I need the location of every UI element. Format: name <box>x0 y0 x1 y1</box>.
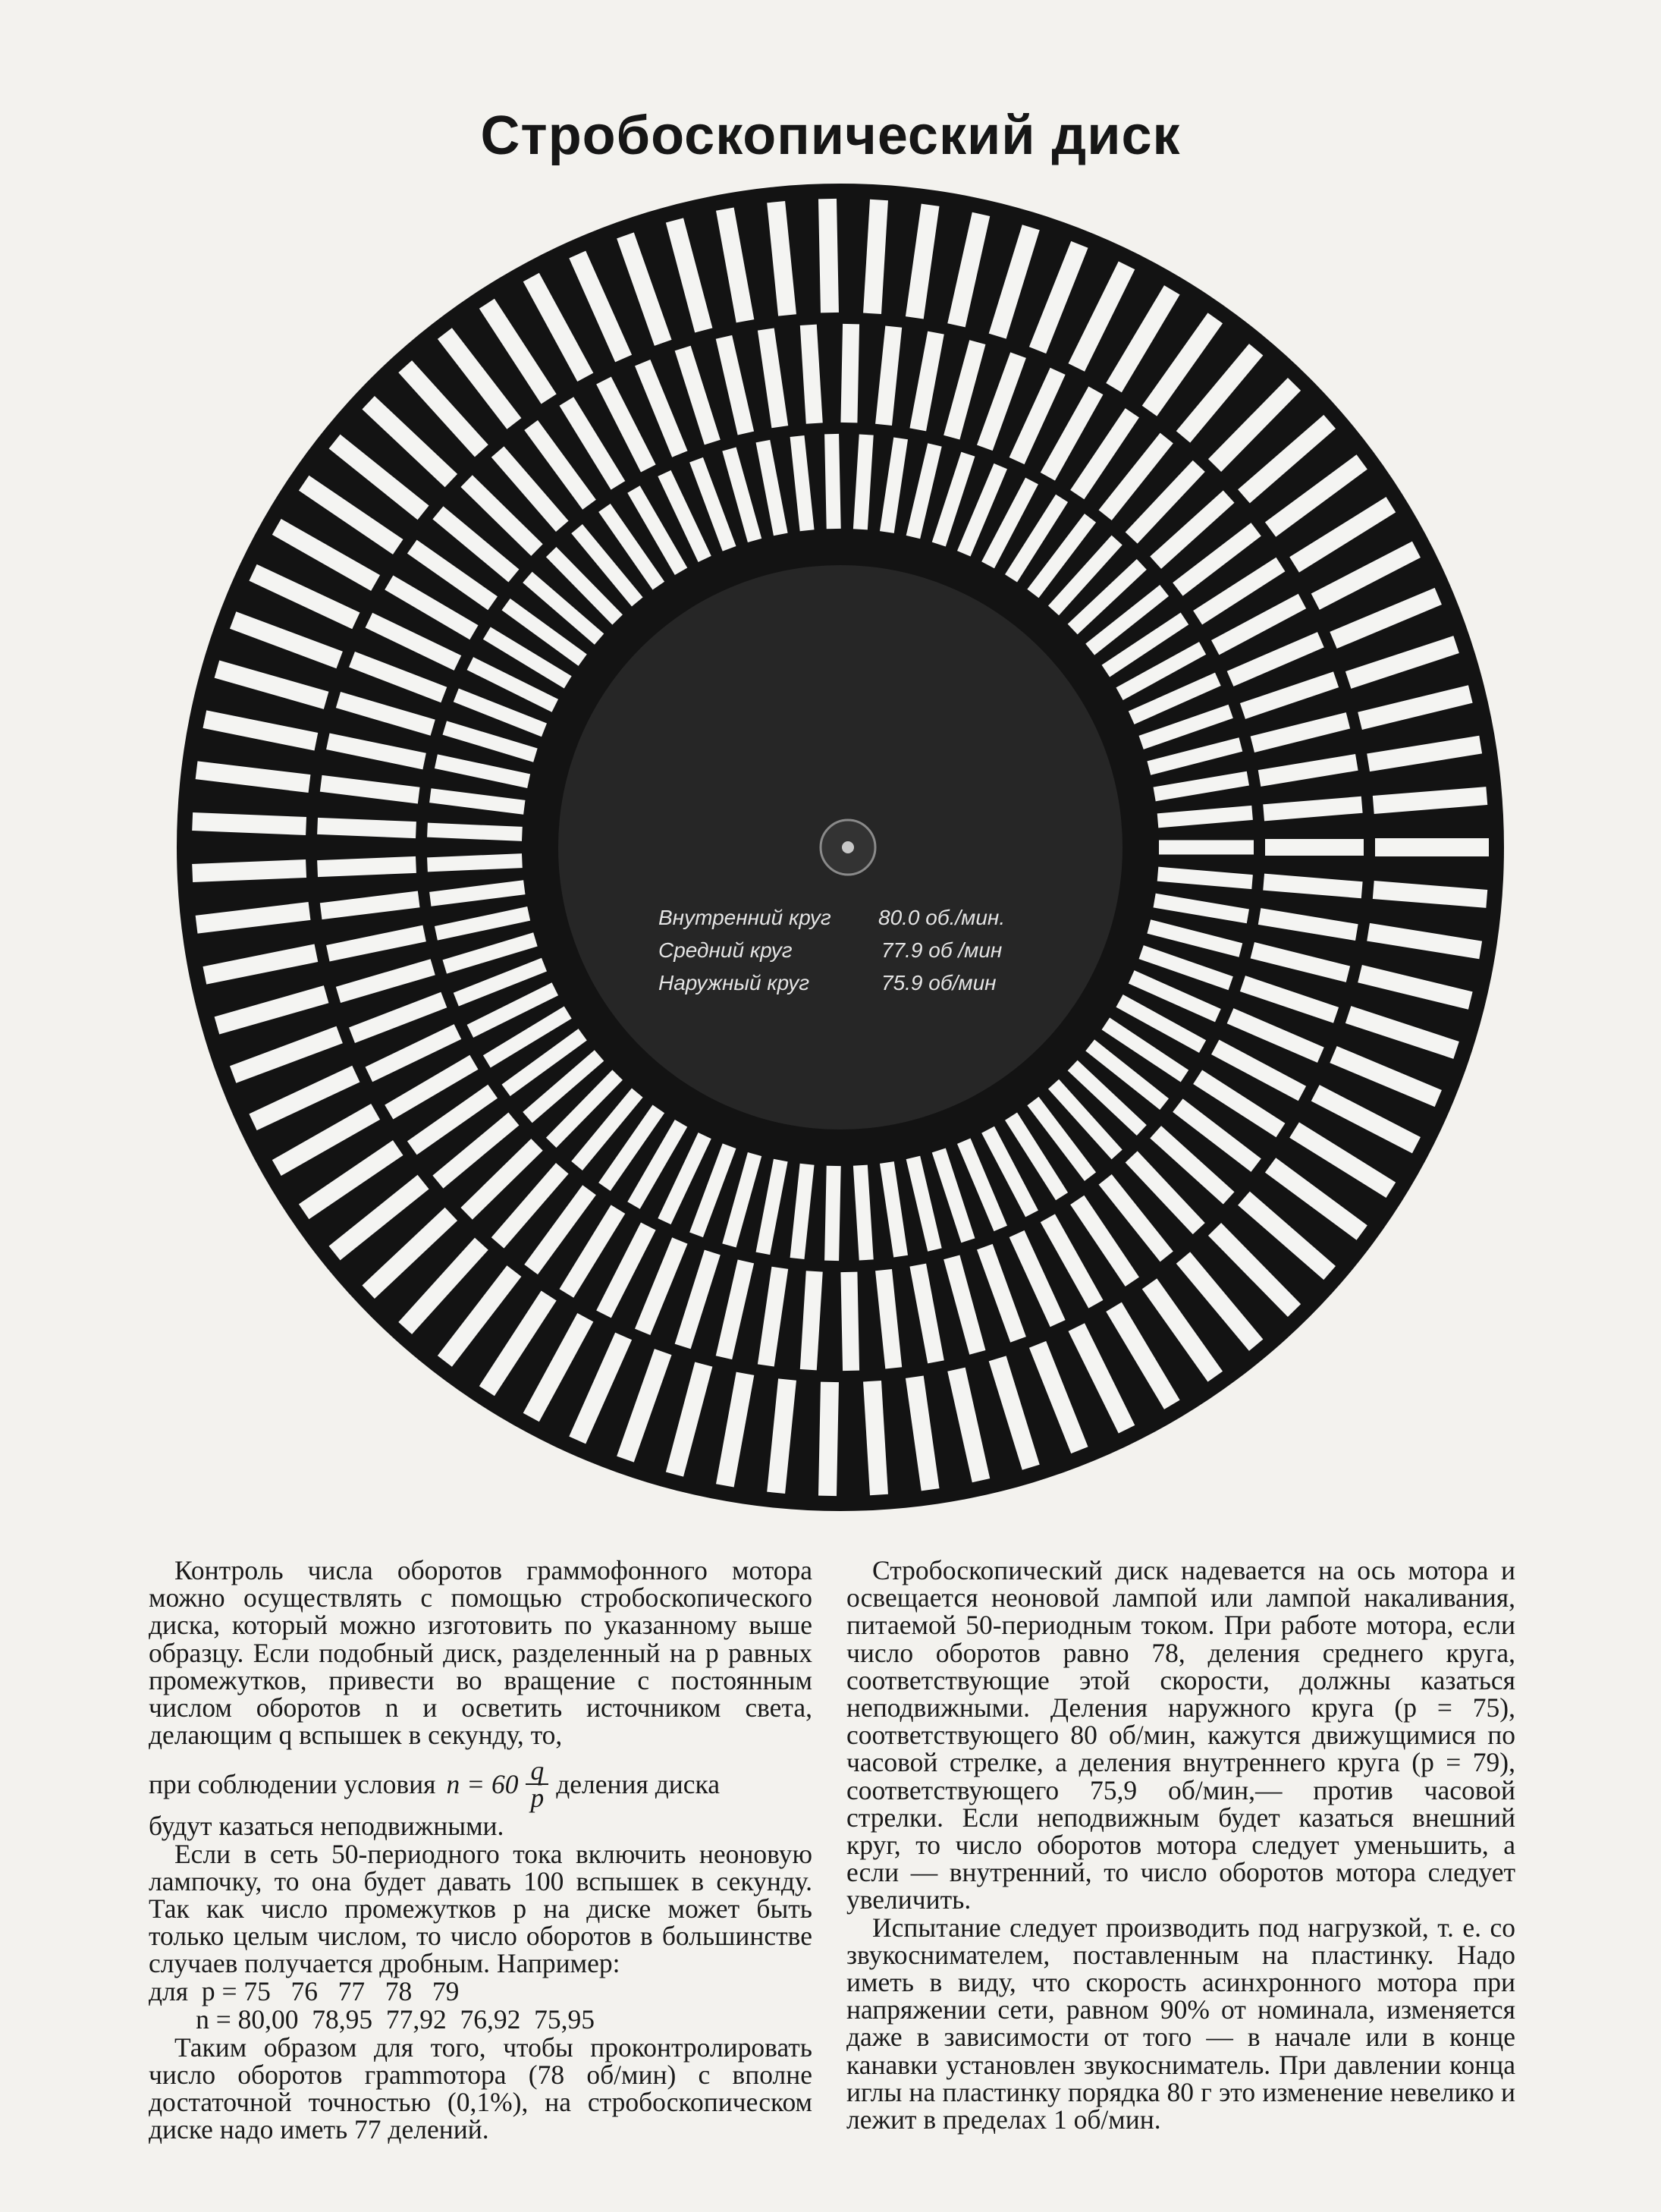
formula-line <box>149 1755 812 1814</box>
paragraph: Испытание следует производить под нагрузкой, т. е. со звукоснимателем, поставленным на пластинку. Надо иметь в виду, что скорость асинхронного мотора при напряжении сети, равном 90% от номинала, изменяется даже в зависимости от того — в начале или в конце канавки установлен звукосниматель. При давлении конца иглы на пластинку порядка 80 г это изменение невелико и лежит в пределах 1 об/мин. <box>846 1912 1515 2135</box>
disc-slot-inner <box>824 434 841 529</box>
formula-denominator: p <box>530 1783 545 1814</box>
caption-outer-value: 75.9 об/мин <box>881 971 997 994</box>
disc-slot-outer <box>818 1382 839 1496</box>
caption-middle-label: Средний круг <box>658 938 793 962</box>
paragraph: будут казаться неподвижными. <box>149 1811 504 1842</box>
spindle-hole <box>842 841 854 853</box>
disc-slot-middle <box>840 324 859 423</box>
disc-slot-outer <box>818 199 839 313</box>
formula-lhs: n = 60 <box>446 1769 519 1800</box>
disc-slot-outer <box>1375 838 1489 856</box>
example-row-p: для p = 75 76 77 78 79 <box>149 1975 460 2006</box>
formula-numerator: q <box>526 1758 548 1785</box>
caption-outer-label: Наружный круг <box>658 971 810 994</box>
paragraph: Таким образом для того, чтобы проконтролировать число оборотов грammотора (78 об/мин) с вполне достаточной точностью (0,1%), на стробоскопическом диске надо иметь 77 делений. <box>149 2031 812 2145</box>
paragraph: Контроль числа оборотов граммофонного мотора можно осуществлять с помощью стробоскопического диска, который можно изготовить по указанному выше образцу. Если подобный диск, разделенный на p равных промежутков, привести во вращение с постоянным числом оборотов n и осветить источником света, делающим q вспышек в секунду, то, <box>149 1555 812 1751</box>
caption-inner-label: Внутренний круг <box>658 906 831 929</box>
disc-slot-inner <box>1159 840 1254 855</box>
formula-fraction <box>526 1755 548 1814</box>
formula-post: деления диска <box>556 1769 720 1800</box>
formula-pre: при соблюдении условия <box>149 1769 436 1800</box>
disc-slot-middle <box>840 1272 859 1371</box>
paragraph: Стробоскопический диск надевается на ось мотора и освещается неоновой лампой или лампой накаливания, питаемой 50-периодным током. При работе мотора, если число оборотов равно 78, деления среднего круга, соответствующие этой скорости, должны казаться неподвижными. Деления наружного круга (p = 75), соответствующего 80 об/мин, кажутся движущимися по часовой стрелке, а деления внутреннего круга (p = 79), соответствующего 75,9 об/мин,— против часовой стрелки. Если неподвижным будет казаться внешний круг, то число оборотов мотора следует уменьшить, а если — внутренний, то число оборотов мотора следует увеличить. <box>846 1555 1515 1915</box>
text-column-right <box>846 1557 1515 2133</box>
page-title: Стробоскопический диск <box>480 105 1181 166</box>
example-row-n: n = 80,00 78,95 77,92 76,92 75,95 <box>149 2003 595 2034</box>
disc-slot-inner <box>824 1166 841 1261</box>
disc-slot-middle <box>1265 839 1364 856</box>
paragraph: Если в сеть 50-периодного тока включить неоновую лампочку, то она будет давать 100 вспышек в секунду. Так как число промежутков p на диске может быть только целым числом, то число оборотов в большинстве случаев получается дробным. Например: <box>149 1838 812 1979</box>
caption-inner-value: 80.0 об./мин. <box>878 906 1006 929</box>
caption-middle-value: 77.9 об /мин <box>881 938 1003 962</box>
text-column-left <box>149 1557 812 2143</box>
